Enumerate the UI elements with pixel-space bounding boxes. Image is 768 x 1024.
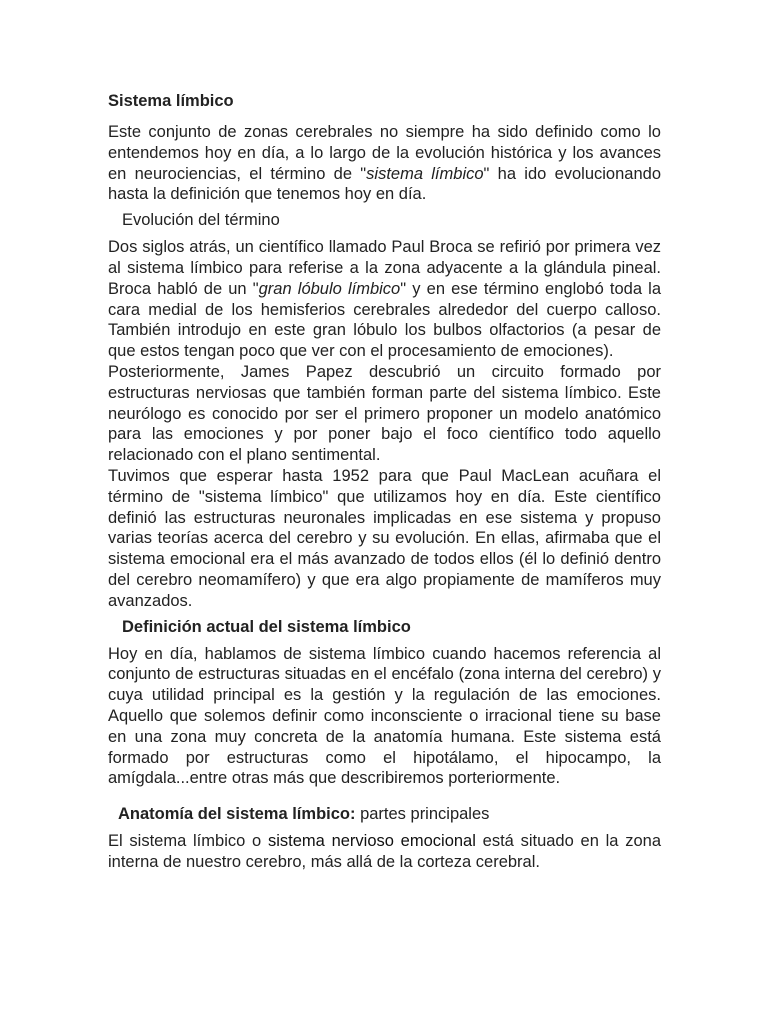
heading-anatomia-plain: partes principales [355, 805, 490, 824]
broca-paragraph [108, 237, 661, 362]
broca-text-c: " y en ese término englobó toda la cara medial de los hemisferios cerebrales alrededor del cuerpo calloso. También introdujo en este gran lóbulo los bulbos olfactorios (a pesar de que estos tengan poco que ver con el procesamiento de emociones). [108, 279, 662, 361]
anatomia-text-a: El sistema límbico o [108, 832, 268, 851]
anatomia-link-text: sistema nervioso emocional [267, 832, 476, 851]
intro-text-c: " ha ido evolucionando hasta la definición que tenemos hoy en día. [108, 164, 661, 204]
heading-anatomia-bold: Anatomía del sistema límbico: [118, 805, 356, 824]
maclean-paragraph: Tuvimos que esperar hasta 1952 para que Paul MacLean acuñara el término de "sistema límbico" que utilizamos hoy en día. Este científico definió las estructuras neuronales implicadas en ese sistema y propuso varias teorías acerca del cerebro y su evolución. En ellas, afirmaba que el sistema emocional era el más avanzado de todos ellos (él lo definió dentro del cerebro neomamífero) y que era algo propiamente de mamíferos muy avanzados. [108, 466, 661, 610]
heading-evolucion: Evolución del término [122, 211, 280, 230]
heading-anatomia [118, 803, 661, 825]
broca-text-a: Dos siglos atrás, un científico llamado Paul Broca se refirió por primera vez al sistema límbico para referise a la zona adyacente a la glándula pineal. Broca habló de un " [108, 238, 661, 298]
intro-text-a: Este conjunto de zonas cerebrales no siempre ha sido definido como lo entendemos hoy en día, a lo largo de la evolución histórica y los avances en neurociencias, el término de " [108, 123, 661, 183]
document-page [108, 90, 661, 873]
heading-definicion: Definición actual del sistema límbico [122, 617, 411, 636]
papez-paragraph: Posteriormente, James Papez descubrió un circuito formado por estructuras nerviosas que también forman parte del sistema límbico. Este neurólogo es conocido por ser el primero proponer un modelo anatómico para las emociones y por poner bajo el foco científico todo aquello relacionado con el plano sentimental. [108, 362, 661, 465]
broca-emphasis: gran lóbulo límbico [258, 279, 401, 298]
anatomia-paragraph [108, 831, 661, 873]
anatomia-text-c: está situado en la zona interna de nuestro cerebro, más allá de la corteza cerebral. [108, 832, 662, 871]
intro-paragraph [108, 122, 661, 205]
document-title: Sistema límbico [108, 92, 234, 110]
definicion-paragraph: Hoy en día, hablamos de sistema límbico cuando hacemos referencia al conjunto de estructuras situadas en el encéfalo (zona interna del cerebro) y cuya utilidad principal es la gestión y la regulación de las emociones. Aquello que solemos definir como inconsciente o irracional tiene su base en una zona muy concreta de la anatomía humana. Este sistema está formado por estructuras como el hipotálamo, el hipocampo, la amígdala...entre otras más que describiremos porteriormente. [108, 644, 661, 788]
intro-emphasis: sistema límbico [366, 164, 484, 183]
